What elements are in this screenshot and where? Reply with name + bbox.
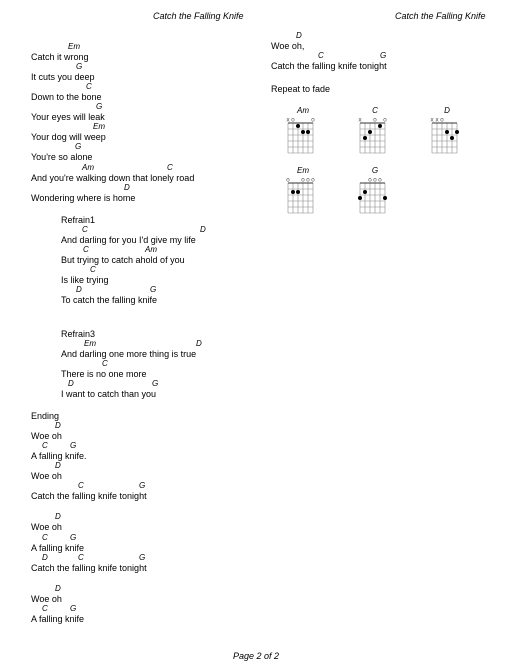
chord-symbol: D [76,285,82,294]
open-string-marker: o [311,176,315,184]
chord-symbol: Am [145,245,157,254]
open-string-marker: o [368,176,372,184]
lyric-line: A falling knife [31,543,85,553]
open-string-marker: o [383,116,387,124]
open-string-marker: o [373,116,377,124]
chord-diagram [355,106,395,156]
chord-symbol: G [139,481,146,490]
finger-dot [368,130,372,134]
chord-symbol: C [82,225,88,234]
finger-dot [455,130,459,134]
muted-string-marker: x [430,116,434,124]
chord-diagram-name: C [372,106,378,115]
lyric-line: Your dog will weep [31,132,106,142]
finger-dot [363,136,367,140]
chord-symbol: G [139,553,146,562]
fretboard-grid [427,106,467,156]
chord-symbol: D [68,379,74,388]
chord-symbol: C [318,51,324,60]
finger-dot [301,130,305,134]
lyric-line: Is like trying [61,275,109,285]
finger-dot [291,190,295,194]
chord-symbol: G [76,62,83,71]
lyric-line: Woe oh [31,594,62,604]
finger-dot [378,124,382,128]
chord-symbol: C [78,481,84,490]
chord-symbol: G [70,604,77,613]
lyric-line: To catch the falling knife [61,295,158,305]
header-title-right: Catch the Falling Knife [395,11,486,21]
chord-symbol: C [83,245,89,254]
chord-diagram [283,166,323,216]
chord-diagram-name: Am [297,106,309,115]
chord-symbol: G [70,533,77,542]
chord-symbol: D [296,31,302,40]
chord-symbol: C [42,441,48,450]
open-string-marker: o [306,176,310,184]
lyric-line: Woe oh [31,471,62,481]
chord-diagram-name: G [371,166,379,175]
finger-dot [306,130,310,134]
chord-symbol: G [152,379,159,388]
muted-string-marker: x [435,116,439,124]
chord-symbol: Am [82,163,94,172]
lyric-line: And darling for you I'd give my life [61,235,196,245]
chord-symbol: C [42,604,48,613]
chord-symbol: D [124,183,130,192]
open-string-marker: o [378,176,382,184]
fretboard-grid [283,166,323,216]
chord-symbol: G [70,441,77,450]
chord-diagram [427,106,467,156]
muted-string-marker: x [358,116,362,124]
lyric-line: And darling one more thing is true [61,349,197,359]
open-string-marker: o [291,116,295,124]
page-number: Page 2 of 2 [233,651,280,661]
lyric-line: But trying to catch ahold of you [61,255,185,265]
chord-diagram-name: Em [297,166,309,175]
lyric-line: Catch the falling knife tonight [31,491,147,501]
finger-dot [358,196,362,200]
open-string-marker: o [440,116,444,124]
chord-symbol: D [196,339,202,348]
finger-dot [296,124,300,128]
chord-symbol: C [42,533,48,542]
chord-symbol: C [102,359,108,368]
lyric-line: Woe oh [31,431,62,441]
muted-string-marker: x [286,116,290,124]
chord-diagram-name: D [444,106,450,115]
section-label: Ending [31,411,60,421]
chord-symbol: Em [68,42,80,51]
open-string-marker: o [311,116,315,124]
chord-symbol: C [78,553,84,562]
lyric-line: Woe oh [31,522,62,532]
chord-symbol: D [55,461,61,470]
fretboard-grid [283,106,323,156]
lyric-line: It cuts you deep [31,72,95,82]
open-string-marker: o [373,176,377,184]
lyric-line: Catch it wrong [31,52,89,62]
finger-dot [383,196,387,200]
lyric-line: Wondering where is home [31,193,136,203]
open-string-marker: o [286,176,290,184]
section-label: Refrain1 [61,215,96,225]
finger-dot [450,136,454,140]
chord-symbol: D [55,584,61,593]
lyric-line: And you're walking down that lonely road [31,173,195,183]
finger-dot [296,190,300,194]
chord-symbol: G [96,102,103,111]
chord-symbol: C [86,82,92,91]
chord-symbol: G [150,285,157,294]
lyric-line: Catch the falling knife tonight [31,563,147,573]
fretboard-grid [355,166,395,216]
finger-dot [445,130,449,134]
chord-symbol: D [55,421,61,430]
finger-dot [363,190,367,194]
section-label: Refrain3 [61,329,96,339]
chord-symbol: Em [84,339,96,348]
lyric-line: Your eyes will leak [31,112,105,122]
lyric-line: A falling knife [31,614,85,624]
chord-diagram [355,166,395,216]
chord-symbol: Em [93,122,105,131]
chord-symbol: G [75,142,82,151]
lyric-line: There is no one more [61,369,147,379]
chord-symbol: C [90,265,96,274]
chord-symbol: G [380,51,387,60]
lyric-line: Woe oh, [271,41,305,51]
lyric-line: A falling knife. [31,451,87,461]
header-title-left: Catch the Falling Knife [153,11,244,21]
lyric-line: Down to the bone [31,92,102,102]
chord-symbol: D [42,553,48,562]
chord-symbol: D [200,225,206,234]
open-string-marker: o [301,176,305,184]
lyric-line: You're so alone [31,152,93,162]
fretboard-grid [355,106,395,156]
lyric-line: I want to catch than you [61,389,157,399]
lyric-line: Catch the falling knife tonight [271,61,387,71]
chord-symbol: C [167,163,173,172]
section-label: Repeat to fade [271,84,331,94]
chord-symbol: D [55,512,61,521]
chord-diagram [283,106,323,156]
